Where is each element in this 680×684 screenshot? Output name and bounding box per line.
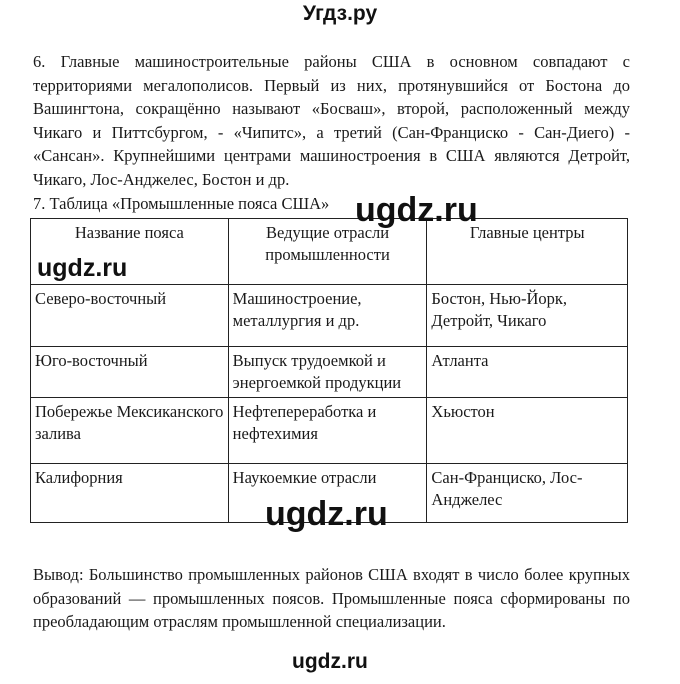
site-header: Угдз.ру — [302, 2, 378, 25]
table-row — [31, 347, 628, 398]
centers-cell: Атланта — [427, 347, 628, 398]
industries-cell: Нефтепереработка и нефтехимия — [228, 398, 427, 464]
industries-cell: Наукоемкие отрасли — [228, 464, 427, 523]
centers-cell: Сан-Франциско, Лос-Анджелес — [427, 464, 628, 523]
belt-name-cell: Побережье Мексиканского залива — [31, 398, 229, 464]
belt-name-cell: Юго-восточный — [31, 347, 229, 398]
industries-cell: Выпуск трудоемкой и энергоемкой продукции — [228, 347, 427, 398]
watermark: ugdz.ru — [292, 650, 368, 673]
conclusion-text: Вывод: Большинство промышленных районов США входят в число более крупных образований — промышленных поясов. Промышленные пояса сформированы по преобладающим отраслям промышленной специализации. — [33, 565, 630, 631]
task-7-heading: 7. Таблица «Промышленные пояса США» — [33, 194, 330, 213]
watermark: ugdz.ru — [265, 495, 388, 533]
header-leading-industries: Ведущие отрасли промышленности — [228, 219, 427, 285]
belt-name-cell: Северо-восточный — [31, 285, 229, 347]
table-row — [31, 285, 628, 347]
table-row — [31, 398, 628, 464]
header-main-centers: Главные центры — [427, 219, 628, 285]
header-belt-name: Название пояса — [31, 219, 229, 285]
industries-cell: Машиностроение, металлургия и др. — [228, 285, 427, 347]
centers-cell: Бостон, Нью-Йорк, Детройт, Чикаго — [427, 285, 628, 347]
watermark: ugdz.ru — [355, 191, 478, 229]
belt-name-cell: Калифорния — [31, 464, 229, 523]
watermark: ugdz.ru — [37, 254, 128, 282]
centers-cell: Хьюстон — [427, 398, 628, 464]
task-6-text: 6. Главные машиностроительные районы США в основном совпадают с территориями мегалополисов. Первый из них, протянувшийся от Бостона до Вашингтона, сокращённо называют «Босваш», второй, расположенный между Чикаго и Питтсбургом, - «Чипитс», а третий (Сан-Франциско - Сан-Диего) - «Сансан». Крупнейшими центрами машиностроения в США являются Детройт, Чикаго, Лос-Анджелес, Бостон и др. — [33, 52, 630, 189]
